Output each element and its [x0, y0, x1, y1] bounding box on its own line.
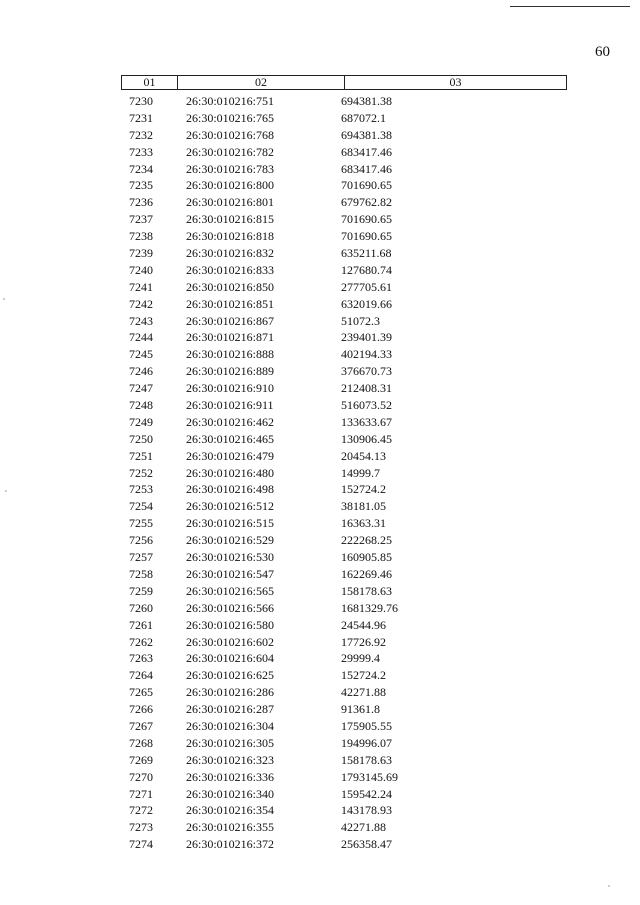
- table-row: [121, 667, 567, 684]
- cadastral-number-cell: 26:30:010216:580: [186, 617, 275, 632]
- value-cell: 29999.4: [341, 651, 380, 666]
- table-row: [121, 262, 567, 279]
- table-row: [121, 414, 567, 431]
- row-number-cell: 7267: [129, 718, 153, 733]
- table-row: [121, 684, 567, 701]
- cadastral-number-cell: 26:30:010216:888: [186, 347, 275, 362]
- value-cell: 694381.38: [341, 127, 392, 142]
- table-row: [121, 313, 567, 330]
- row-number-cell: 7263: [129, 651, 153, 666]
- value-cell: 683417.46: [341, 144, 392, 159]
- table-row: [121, 786, 567, 803]
- row-number-cell: 7274: [129, 837, 153, 852]
- table-row: [121, 380, 567, 397]
- row-number-cell: 7252: [129, 465, 153, 480]
- scan-speck: [3, 298, 5, 300]
- cadastral-number-cell: 26:30:010216:479: [186, 448, 275, 463]
- value-cell: 133633.67: [341, 414, 392, 429]
- row-number-cell: 7247: [129, 381, 153, 396]
- value-cell: 16363.31: [341, 516, 386, 531]
- table-row: [121, 769, 567, 786]
- value-cell: 239401.39: [341, 330, 392, 345]
- table-row: [121, 701, 567, 718]
- cadastral-number-cell: 26:30:010216:768: [186, 127, 275, 142]
- top-rule: [510, 6, 630, 7]
- cadastral-number-cell: 26:30:010216:889: [186, 364, 275, 379]
- table-row: [121, 515, 567, 532]
- value-cell: 683417.46: [341, 161, 392, 176]
- value-cell: 635211.68: [341, 246, 392, 261]
- value-cell: 91361.8: [341, 702, 380, 717]
- table-row: [121, 549, 567, 566]
- cadastral-number-cell: 26:30:010216:565: [186, 583, 275, 598]
- row-number-cell: 7235: [129, 178, 153, 193]
- table-row: [121, 161, 567, 178]
- cadastral-number-cell: 26:30:010216:832: [186, 246, 275, 261]
- row-number-cell: 7233: [129, 144, 153, 159]
- column-header-03: 03: [449, 75, 462, 89]
- value-cell: 687072.1: [341, 110, 386, 125]
- row-number-cell: 7246: [129, 364, 153, 379]
- cadastral-number-cell: 26:30:010216:512: [186, 499, 275, 514]
- table-row: [121, 228, 567, 245]
- page-number: 60: [595, 44, 610, 60]
- row-number-cell: 7251: [129, 448, 153, 463]
- table-row: [121, 617, 567, 634]
- table-row: [121, 144, 567, 161]
- cadastral-number-cell: 26:30:010216:515: [186, 516, 275, 531]
- value-cell: 159542.24: [341, 786, 392, 801]
- value-cell: 402194.33: [341, 347, 392, 362]
- value-cell: 162269.46: [341, 566, 392, 581]
- row-number-cell: 7237: [129, 212, 153, 227]
- table-row: [121, 634, 567, 651]
- column-header-01: 01: [122, 76, 178, 89]
- value-cell: 158178.63: [341, 583, 392, 598]
- table-row: [121, 650, 567, 667]
- cadastral-number-cell: 26:30:010216:498: [186, 482, 275, 497]
- value-cell: 152724.2: [341, 482, 386, 497]
- row-number-cell: 7242: [129, 296, 153, 311]
- cadastral-number-cell: 26:30:010216:304: [186, 718, 275, 733]
- cadastral-number-cell: 26:30:010216:602: [186, 634, 275, 649]
- row-number-cell: 7271: [129, 786, 153, 801]
- value-cell: 152724.2: [341, 668, 386, 683]
- value-cell: 194996.07: [341, 735, 392, 750]
- cadastral-number-cell: 26:30:010216:765: [186, 110, 275, 125]
- table-row: [121, 498, 567, 515]
- value-cell: 42271.88: [341, 820, 386, 835]
- cadastral-number-cell: 26:30:010216:604: [186, 651, 275, 666]
- cadastral-number-cell: 26:30:010216:911: [186, 398, 274, 413]
- row-number-cell: 7245: [129, 347, 153, 362]
- value-cell: 516073.52: [341, 398, 392, 413]
- value-cell: 175905.55: [341, 718, 392, 733]
- cadastral-number-cell: 26:30:010216:815: [186, 212, 275, 227]
- row-number-cell: 7248: [129, 398, 153, 413]
- row-number-cell: 7258: [129, 566, 153, 581]
- value-cell: 222268.25: [341, 533, 392, 548]
- row-number-cell: 7273: [129, 820, 153, 835]
- table-row: [121, 465, 567, 482]
- cadastral-number-cell: 26:30:010216:480: [186, 465, 275, 480]
- row-number-cell: 7238: [129, 229, 153, 244]
- table-row: [121, 127, 567, 144]
- row-number-cell: 7260: [129, 600, 153, 615]
- row-number-cell: 7255: [129, 516, 153, 531]
- value-cell: 14999.7: [341, 465, 380, 480]
- scan-speck: [5, 490, 7, 492]
- cadastral-number-cell: 26:30:010216:851: [186, 296, 275, 311]
- table-row: [121, 194, 567, 211]
- table-row: [121, 836, 567, 853]
- table-row: [121, 329, 567, 346]
- value-cell: 130906.45: [341, 431, 392, 446]
- cadastral-number-cell: 26:30:010216:340: [186, 786, 275, 801]
- table-row: [121, 346, 567, 363]
- value-cell: 632019.66: [341, 296, 392, 311]
- row-number-cell: 7256: [129, 533, 153, 548]
- table-row: [121, 752, 567, 769]
- value-cell: 1793145.69: [341, 769, 398, 784]
- value-cell: 376670.73: [341, 364, 392, 379]
- cadastral-number-cell: 26:30:010216:547: [186, 566, 275, 581]
- value-cell: 256358.47: [341, 837, 392, 852]
- row-number-cell: 7234: [129, 161, 153, 176]
- table-row: [121, 802, 567, 819]
- cadastral-number-cell: 26:30:010216:372: [186, 837, 275, 852]
- table-row: [121, 363, 567, 380]
- value-cell: 51072.3: [341, 313, 380, 328]
- row-number-cell: 7239: [129, 246, 153, 261]
- row-number-cell: 7232: [129, 127, 153, 142]
- table-header: [121, 75, 567, 90]
- cadastral-number-cell: 26:30:010216:801: [186, 195, 275, 210]
- row-number-cell: 7270: [129, 769, 153, 784]
- value-cell: 277705.61: [341, 279, 392, 294]
- row-number-cell: 7259: [129, 583, 153, 598]
- value-cell: 24544.96: [341, 617, 386, 632]
- cadastral-number-cell: 26:30:010216:910: [186, 381, 275, 396]
- table-row: [121, 481, 567, 498]
- row-number-cell: 7257: [129, 550, 153, 565]
- value-cell: 701690.65: [341, 178, 392, 193]
- cadastral-number-cell: 26:30:010216:566: [186, 600, 275, 615]
- cadastral-number-cell: 26:30:010216:354: [186, 803, 275, 818]
- value-cell: 694381.38: [341, 94, 392, 108]
- value-cell: 17726.92: [341, 634, 386, 649]
- cadastral-number-cell: 26:30:010216:625: [186, 668, 275, 683]
- cadastral-number-cell: 26:30:010216:462: [186, 414, 275, 429]
- row-number-cell: 7240: [129, 262, 153, 277]
- table-row: [121, 110, 567, 127]
- row-number-cell: 7264: [129, 668, 153, 683]
- cadastral-number-cell: 26:30:010216:850: [186, 279, 275, 294]
- row-number-cell: 7231: [129, 110, 153, 125]
- row-number-cell: 7253: [129, 482, 153, 497]
- value-cell: 42271.88: [341, 685, 386, 700]
- table-row: [121, 397, 567, 414]
- cadastral-number-cell: 26:30:010216:751: [186, 94, 275, 108]
- value-cell: 701690.65: [341, 212, 392, 227]
- table-row: [121, 819, 567, 836]
- value-cell: 160905.85: [341, 550, 392, 565]
- table-body: [121, 93, 567, 853]
- table-row: [121, 566, 567, 583]
- row-number-cell: 7249: [129, 414, 153, 429]
- scan-speck: [608, 885, 610, 887]
- cadastral-number-cell: 26:30:010216:833: [186, 262, 275, 277]
- value-cell: 1681329.76: [341, 600, 398, 615]
- row-number-cell: 7261: [129, 617, 153, 632]
- value-cell: 20454.13: [341, 448, 386, 463]
- cadastral-number-cell: 26:30:010216:529: [186, 533, 275, 548]
- table-row: [121, 735, 567, 752]
- cadastral-number-cell: 26:30:010216:286: [186, 685, 275, 700]
- row-number-cell: 7266: [129, 702, 153, 717]
- table-row: [121, 448, 567, 465]
- table-row: [121, 583, 567, 600]
- column-header-02: 02: [178, 76, 345, 89]
- cadastral-number-cell: 26:30:010216:336: [186, 769, 275, 784]
- cadastral-number-cell: 26:30:010216:305: [186, 735, 275, 750]
- cadastral-number-cell: 26:30:010216:867: [186, 313, 275, 328]
- row-number-cell: 7269: [129, 752, 153, 767]
- row-number-cell: 7254: [129, 499, 153, 514]
- table-row: [121, 211, 567, 228]
- cadastral-number-cell: 26:30:010216:782: [186, 144, 275, 159]
- cadastral-number-cell: 26:30:010216:871: [186, 330, 275, 345]
- value-cell: 158178.63: [341, 752, 392, 767]
- row-number-cell: 7241: [129, 279, 153, 294]
- value-cell: 212408.31: [341, 381, 392, 396]
- table-row: [121, 600, 567, 617]
- table-row: [121, 93, 567, 110]
- value-cell: 143178.93: [341, 803, 392, 818]
- table-row: [121, 532, 567, 549]
- cadastral-number-cell: 26:30:010216:287: [186, 702, 275, 717]
- row-number-cell: 7268: [129, 735, 153, 750]
- cadastral-number-cell: 26:30:010216:465: [186, 431, 275, 446]
- cadastral-number-cell: 26:30:010216:530: [186, 550, 275, 565]
- row-number-cell: 7262: [129, 634, 153, 649]
- cadastral-number-cell: 26:30:010216:818: [186, 229, 275, 244]
- row-number-cell: 7236: [129, 195, 153, 210]
- table-row: [121, 245, 567, 262]
- value-cell: 701690.65: [341, 229, 392, 244]
- row-number-cell: 7243: [129, 313, 153, 328]
- value-cell: 679762.82: [341, 195, 392, 210]
- row-number-cell: 7244: [129, 330, 153, 345]
- table-row: [121, 177, 567, 194]
- cadastral-number-cell: 26:30:010216:783: [186, 161, 275, 176]
- table-row: [121, 718, 567, 735]
- table-row: [121, 296, 567, 313]
- cadastral-number-cell: 26:30:010216:323: [186, 752, 275, 767]
- cadastral-number-cell: 26:30:010216:800: [186, 178, 275, 193]
- row-number-cell: 7265: [129, 685, 153, 700]
- table-row: [121, 431, 567, 448]
- row-number-cell: 7272: [129, 803, 153, 818]
- row-number-cell: 7250: [129, 431, 153, 446]
- value-cell: 127680.74: [341, 262, 392, 277]
- row-number-cell: 7230: [129, 94, 153, 108]
- cadastral-number-cell: 26:30:010216:355: [186, 820, 275, 835]
- value-cell: 38181.05: [341, 499, 386, 514]
- table-row: [121, 279, 567, 296]
